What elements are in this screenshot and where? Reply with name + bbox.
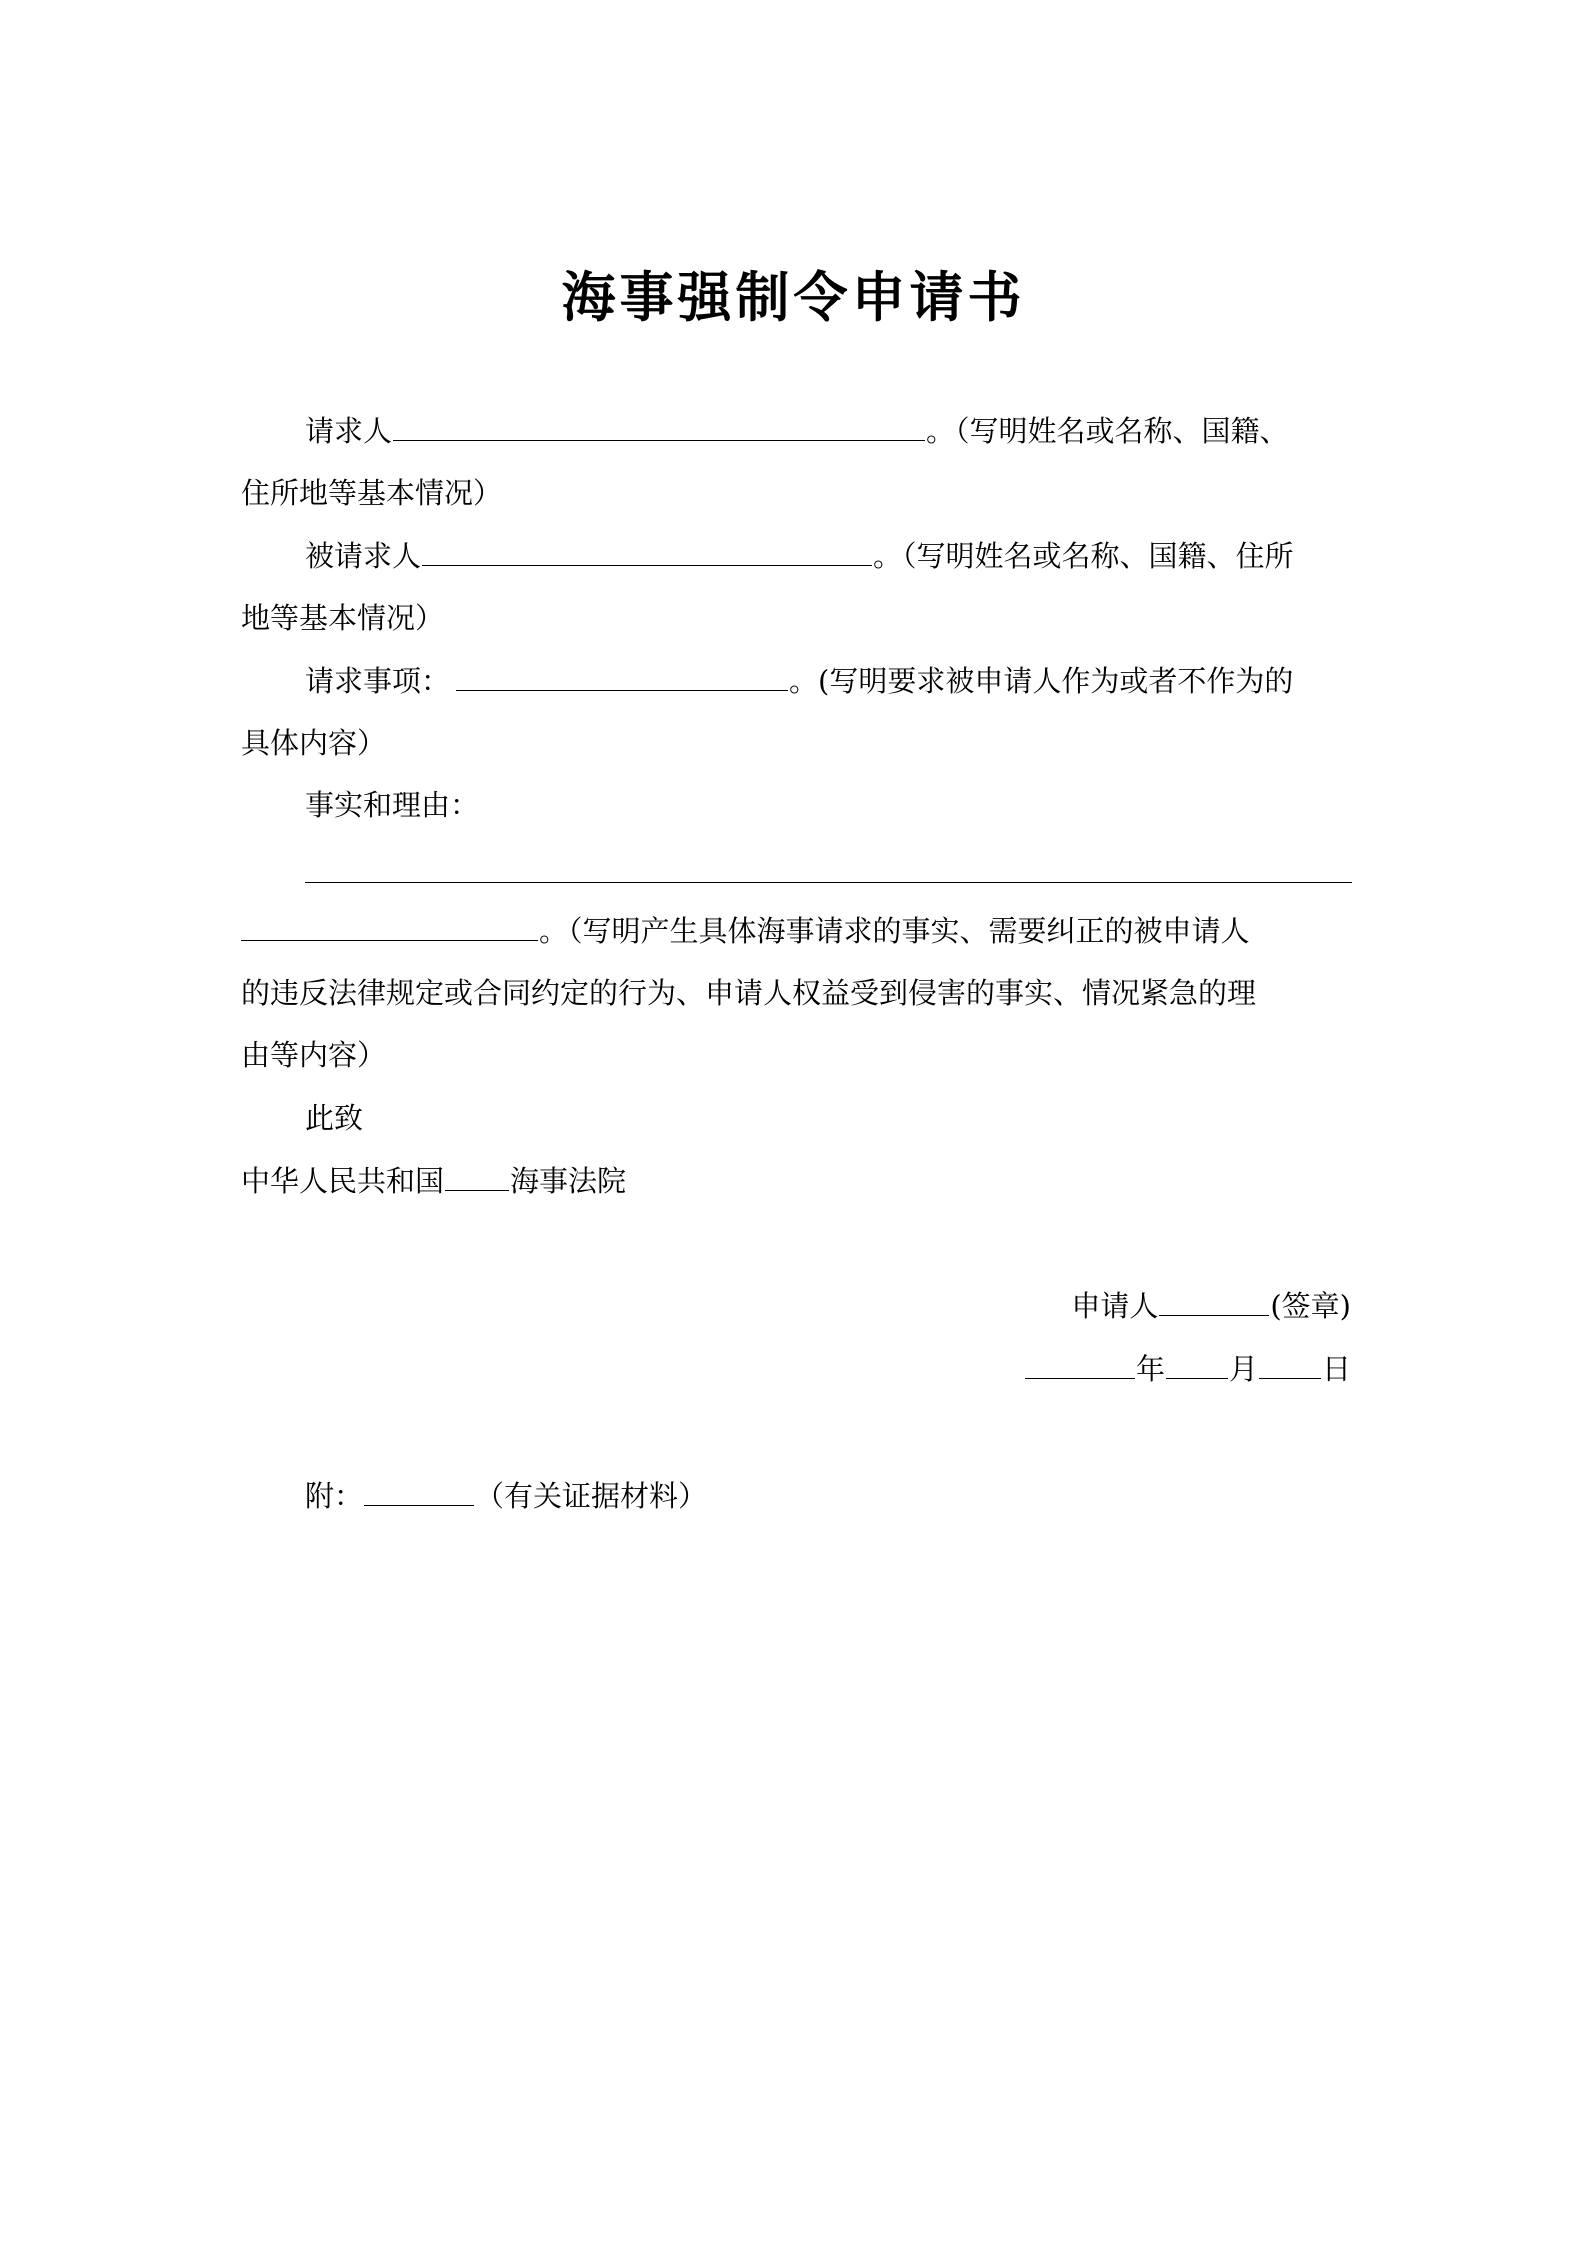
respondent-blank[interactable] [422,535,872,566]
request-label: 请求事项： [305,664,451,698]
signature-label: 申请人 [1071,1289,1159,1323]
applicant-label: 请求人 [305,414,393,448]
day-label: 日 [1321,1352,1351,1386]
day-blank[interactable] [1259,1348,1321,1379]
date-line [1024,1348,1351,1389]
facts-instruction-cont-1: 的违反法律规定或合同约定的行为、申请人权益受到侵害的事实、情况紧急的理 [241,976,1257,1010]
attachment-note: （有关证据材料） [475,1479,708,1513]
facts-instruction-cont-2: 由等内容） [241,1038,387,1072]
court-suffix: 海事法院 [510,1164,627,1198]
facts-line [241,910,1351,951]
attachment-blank[interactable] [364,1475,474,1506]
applicant-instruction-cont: 住所地等基本情况） [241,476,503,510]
signature-blank[interactable] [1159,1285,1269,1316]
respondent-instruction-cont: 地等基本情况） [241,601,445,635]
applicant-instruction: 。（写明姓名或名称、国籍、 [926,414,1289,448]
respondent-label: 被请求人 [305,539,422,573]
request-blank[interactable] [456,660,788,691]
facts-blank-line-2[interactable] [241,910,538,941]
document-title: 海事强制令申请书 [561,265,1026,329]
facts-blank-line-1[interactable] [305,882,1352,883]
facts-label: 事实和理由： [305,788,480,822]
facts-instruction: 。（写明产生具体海事请求的事实、需要纠正的被申请人 [539,914,1250,948]
applicant-line [305,410,1415,451]
attachment-line [305,1475,1415,1516]
signature-line [1071,1285,1351,1326]
request-instruction: 。(写明要求被申请人作为或者不作为的 [789,664,1294,698]
request-line [305,660,1415,701]
month-blank[interactable] [1166,1348,1228,1379]
month-label: 月 [1228,1352,1258,1386]
respondent-instruction: 。（写明姓名或名称、国籍、住所 [873,539,1294,573]
court-line [241,1160,1351,1201]
year-label: 年 [1135,1352,1165,1386]
year-blank[interactable] [1025,1348,1135,1379]
salutation: 此致 [305,1101,364,1135]
signature-stamp: (签章) [1270,1289,1351,1323]
applicant-blank[interactable] [393,410,925,441]
request-instruction-cont: 具体内容） [241,726,387,760]
court-prefix: 中华人民共和国 [241,1164,445,1198]
respondent-line [305,535,1415,576]
court-name-blank[interactable] [445,1160,509,1191]
attachment-label: 附： [305,1479,364,1513]
